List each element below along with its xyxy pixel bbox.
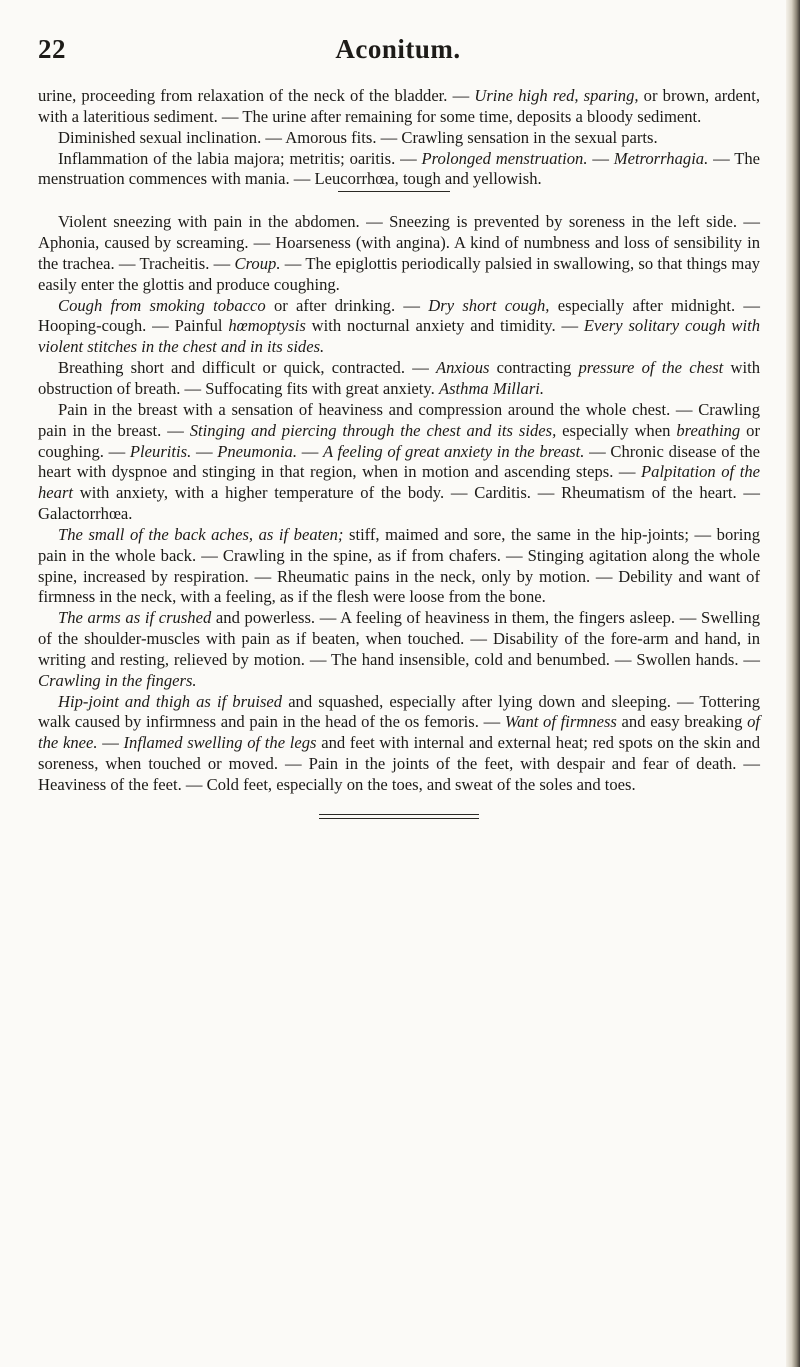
paragraph <box>38 692 760 796</box>
page-header <box>38 34 758 74</box>
text-run: Violent sneezing with pain in the abdomen. — Sneezing is prevented by soreness in the left side. — Aphonia, caused by screaming. — Hoarseness (with angina). A kind of numbness and loss of sensibility in the trachea. — Tracheitis. — <box>38 212 760 273</box>
text-run: Diminished sexual inclination. — Amorous fits. — Crawling sensation in the sexual parts. <box>58 127 658 147</box>
paragraph <box>38 525 760 608</box>
text-run: urine, proceeding from relaxation of the neck of the bladder. — <box>38 86 475 105</box>
italic-text-run: The small of the back aches, as if beaten; <box>58 524 344 544</box>
paragraph <box>38 212 760 295</box>
italic-text-run: Want of firmness <box>504 712 617 732</box>
italic-text-run: Inflamed swelling of the legs <box>123 733 317 753</box>
italic-text-run: Metrorrhagia. <box>613 148 709 168</box>
italic-text-run: pressure of the chest <box>578 358 724 378</box>
text-run: especially when <box>556 420 677 440</box>
italic-text-run: Crawling in the fingers. <box>38 670 197 690</box>
text-run: and squashed, especially after lying down and sleeping. — Tottering walk caused by infirmness and pain in the head of the os femoris. — <box>38 691 761 732</box>
italic-text-run: Anxious <box>435 358 490 378</box>
text-run: with obstruction of breath. — Suffocating fits with great anxiety. <box>38 358 760 398</box>
page-spine-shadow <box>786 0 800 1367</box>
text-run: — The epiglottis periodically palsied in swallowing, so that things may easily enter the glottis and produce coughing. <box>38 253 760 294</box>
text-run: Inflammation of the labia majora; metritis; oaritis. — <box>58 148 422 168</box>
page-number: 22 <box>38 34 66 64</box>
italic-text-run: A feeling of great anxiety in the breast. <box>323 441 585 461</box>
italic-text-run: Urine high red, sparing, <box>474 86 639 105</box>
text-run: and feet with internal and external heat; red spots on the skin and soreness, when touched or moved. — Pain in the joints of the feet, with despair and fear of death. — Heaviness of the feet. — Cold feet, especially on the toes, and sweat of the soles and toes. <box>38 733 761 794</box>
text-run: — <box>296 441 323 461</box>
paragraph <box>38 296 760 359</box>
text-run: with anxiety, with a higher temperature of the body. — Carditis. — Rheumatism of the heart. — Galactorrhœa. <box>38 483 760 524</box>
running-head-title: Aconitum. <box>335 34 461 64</box>
text-run: especially after midnight. — Hooping-cough. — Painful <box>38 295 760 336</box>
text-run: and easy breaking <box>616 712 748 732</box>
text-run: — <box>97 733 124 753</box>
italic-text-run: Croup. <box>234 253 281 273</box>
italic-text-run: Palpitation of the heart <box>38 462 760 503</box>
text-run: — <box>191 441 218 461</box>
paragraph <box>38 86 760 128</box>
text-run: or coughing. — <box>38 420 760 461</box>
italic-text-run: of the knee. <box>38 712 761 753</box>
text-run: or brown, ardent, with a lateritious sediment. — The urine after remaining for some time, deposits a bloody sediment. <box>38 86 760 126</box>
body-text <box>38 86 760 819</box>
italic-text-run: Stinging and piercing through the chest and its sides, <box>189 420 557 440</box>
section-divider <box>338 191 450 192</box>
text-run: Pain in the breast with a sensation of heaviness and compression around the whole chest. — Crawling pain in the breast. — <box>38 399 760 440</box>
italic-text-run: hœmoptysis <box>228 316 306 336</box>
text-run: and powerless. — A feeling of heaviness in them, the fingers asleep. — Swelling of the shoulder-muscles with pain as if beaten, when touched. — Disability of the fore-arm and hand, in writing and resting, relieved by motion. — The hand insensible, cold and benumbed. — Swollen hands. — <box>38 608 760 669</box>
text-run: contracting <box>489 358 579 378</box>
text-run: — The menstruation commences with mania. — Leucorrhœa, tough and yellowish. <box>38 148 760 189</box>
italic-text-run: Pleuritis. <box>129 441 192 461</box>
paragraph <box>38 149 760 191</box>
italic-text-run: Every solitary cough with violent stitches in the chest and in its sides. <box>38 316 760 357</box>
italic-text-run: Pneumonia. <box>217 441 297 461</box>
paragraph <box>38 358 760 400</box>
italic-text-run: Cough from smoking tobacco <box>58 295 266 315</box>
italic-text-run: Prolonged menstruation. <box>421 148 588 168</box>
text-run: or after drinking. — <box>265 295 429 315</box>
text-run: — Chronic disease of the heart with dyspnoe and stinging in that region, when in motion and ascending steps. — <box>38 441 761 482</box>
italic-text-run: Hip-joint and thigh as if bruised <box>58 691 283 711</box>
text-run: — <box>587 148 614 168</box>
text-run: stiff, maimed and sore, the same in the hip-joints; — boring pain in the whole back. — Crawling in the spine, as if from chafers. — Stinging agitation along the whole spine, increased by respiration. — Rheumatic pains in the neck, only by motion. — Debility and want of firmness in the neck, with a feeling, as if the flesh were loose from the bone. <box>38 524 761 607</box>
paragraph <box>38 400 760 525</box>
end-divider <box>319 814 479 819</box>
text-run: Breathing short and difficult or quick, contracted. — <box>58 358 436 378</box>
italic-text-run: breathing <box>676 420 741 440</box>
italic-text-run: The arms as if crushed <box>58 608 212 628</box>
italic-text-run: Asthma Millari. <box>438 378 545 398</box>
italic-text-run: Dry short cough, <box>428 295 550 315</box>
paragraph <box>38 608 760 691</box>
text-run: with nocturnal anxiety and timidity. — <box>305 316 584 336</box>
paragraph <box>38 128 760 149</box>
